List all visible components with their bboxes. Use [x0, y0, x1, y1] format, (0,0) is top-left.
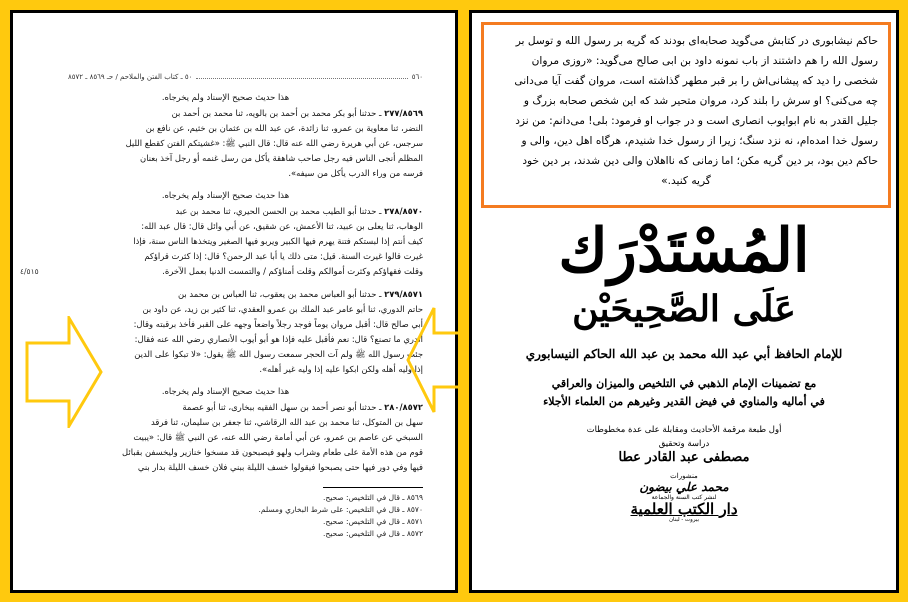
line-text: هذا حديث صحيح الإسناد ولم يخرجاه. [161, 190, 290, 200]
line-text: أتدري ما تصنع؟ قال: نعم فأقبل عليه فإذا هو أبو أيوب الأنصاري رضي الله عنه فقال: [134, 334, 423, 344]
hadith-first-line [68, 204, 423, 219]
line-text: النضر، ثنا معاوية بن عمرو، ثنا زائدة، عن عبد الله بن عثمان بن خثيم، عن نافع بن [145, 123, 423, 133]
arabic-book-page [20, 73, 423, 540]
line-text: ـ حدثنا أبو بكر محمد بن أحمد بن بالويه، ثنا محمد بن أحمد بن [171, 108, 385, 118]
text-line [68, 317, 423, 332]
text-line [68, 121, 423, 136]
text-line [20, 264, 423, 279]
text-line [68, 415, 423, 430]
persian-note-line: جلیل القدر به نام ابوایوب انصاری است و در جواب او فرمود: بلی! می‌دانم: من نزد [515, 115, 878, 127]
hadith-number: ٢٧٧/٨٥٦٩ [384, 108, 423, 118]
line-text: السبخي عن عاصم بن عمرو، عن أبي أمامة رضي الله عنه، عن النبي ﷺ قال: «يبيت [133, 432, 423, 442]
paragraph-gap [68, 181, 423, 188]
line-text: أبي صالح قال: أقبل مروان يوماً فوجد رجلاً واضعاً وجهه على القبر فأخذ برقبته وقال: [133, 319, 423, 329]
cover-publisher-sub: لنشر كتب السنة والجماعة [651, 494, 717, 501]
text-line [68, 445, 423, 460]
persian-note-box [481, 22, 891, 208]
line-text: هذا حديث صحيح الإسناد ولم يخرجاه. [161, 386, 290, 396]
line-text: فرسه من وراء الدرب يأكل من سيفه». [288, 168, 423, 178]
hadith-first-line [68, 287, 423, 302]
text-line [68, 332, 423, 347]
persian-note-line: حاکم دین بود، بر دین گریه مکن؛ اما زمانی که نااهلان والی دین شدند، بر دین خود [522, 155, 878, 167]
grading-line [68, 188, 423, 203]
text-line [68, 234, 423, 249]
margin-page-ref: ٤/٥١٥ [20, 267, 39, 276]
cover-with-line-1: مع تضمينات الإمام الذهبي في التلخيص والميزان والعراقي [551, 377, 817, 390]
page-body [20, 90, 423, 475]
footnote-item: ٨٥٧١ ـ قال في التلخيص: صحيح. [322, 517, 423, 526]
paragraph-gap [68, 279, 423, 286]
text-line [68, 302, 423, 317]
line-text: غيرت قالوا غيرت السنة. قيل: متى ذلك يا أبا عبد الرحمن؟ قال: إذا كثرت قراؤكم [144, 251, 423, 261]
arrow-left-icon [406, 306, 466, 414]
persian-note-line: گریه کنید.» [661, 175, 711, 187]
persian-note-text [494, 31, 878, 191]
cover-publisher-label: منشورات [670, 472, 698, 480]
footnote-item: ٨٥٧٢ ـ قال في التلخيص: صحيح. [322, 529, 423, 538]
persian-note-line: حاکم نیشابوری در کتابش می‌گوید صحابه‌ای بودند که گریه بر رسول الله و توسل بر [515, 35, 878, 47]
line-text: سهل بن المتوكل، ثنا محمد بن عبد الله الرقاشي، ثنا جعفر بن سليمان، ثنا فرقد [150, 417, 423, 427]
line-text: ـ حدثنا أبو نصر أحمد بن سهل الفقيه ببخارى، ثنا أبو عصمة [182, 402, 385, 412]
running-head [68, 73, 423, 81]
right-page-panel [469, 10, 899, 593]
line-text: ـ حدثنا أبو العباس محمد بن يعقوب، ثنا العباس بن محمد بن [178, 289, 385, 299]
hadith-number: ٢٨٠/٨٥٧٢ [384, 402, 423, 412]
text-line [68, 430, 423, 445]
line-text: هذا حديث صحيح الإسناد ولم يخرجاه. [161, 92, 290, 102]
line-text: الوهاب، ثنا يعلى بن عبيد، ثنا الأعمش، عن شقيق، عن أبي وائل قال: قال عبد الله: [141, 221, 423, 231]
line-text: فيها وفي دور فيها حتى يصبحوا فيقولوا خسف الليلة ببني فلان خسف الليلة بدار بني [137, 462, 423, 472]
text-line [68, 362, 423, 377]
cover-publisher-name: محمد علي بيضون [639, 480, 729, 494]
book-cover [472, 213, 896, 523]
line-text: المظلم أنجى الناس فيه رجل صاحب شاهقة يأكل من رسل غنمه أو رجل آخذ بعنان [140, 153, 423, 163]
cover-title: المُسْتَدْرَك [558, 216, 810, 286]
cover-editor: مصطفى عبد القادر عطا [618, 450, 750, 465]
text-line [68, 151, 423, 166]
line-text: كيف أنتم إذا لبستكم فتنة يهرم فيها الكبير ويربو فيها الصغير ويتخذها الناس سنة، فإذا [133, 236, 423, 246]
footnotes [68, 492, 423, 540]
page-number: ٥٦٠ [411, 73, 423, 81]
persian-note-line: رسول الله را هم داشتند از باب نمونه داود بن ابی صالح می‌گوید: «روزی مروان [531, 55, 878, 67]
line-text: جئت رسول الله ﷺ ولم آت الحجر سمعت رسول الله ﷺ يقول: «لا تبكوا على الدين [134, 349, 423, 359]
cover-publishing-house: دار الكتب العلمية [630, 500, 738, 518]
text-line [68, 460, 423, 475]
cover-edition-note: أول طبعة مرقمة الأحاديث ومقابلة على عدة مخطوطات [586, 425, 782, 435]
grading-line [68, 384, 423, 399]
text-line [68, 136, 423, 151]
footnote-divider [323, 487, 423, 488]
persian-note-line: چه می‌کنی؟ او سرش را بلند کرد، مروان متحیر شد که این شخص صحابه بزرگ و [523, 95, 878, 107]
line-text: وقلت فقهاؤكم وكثرت أموالكم وقلت أمناؤكم / والتمست الدنيا بعمل الآخرة. [162, 266, 423, 276]
text-line [68, 347, 423, 362]
hadith-first-line [68, 106, 423, 121]
line-text: ـ حدثنا أبو الطيب محمد بن الحسن الحيري، ثنا محمد بن عبد [175, 206, 385, 216]
cover-with-notes [472, 375, 896, 411]
text-line [68, 219, 423, 234]
hadith-number: ٢٧٩/٨٥٧١ [384, 289, 423, 299]
cover-with-line-2: في أماليه والمناوي في فيض القدير وغيرهم من العلماء الأجلاء [543, 395, 825, 408]
persian-note-line: شخصی را دید که پیشانی‌اش را بر قبر مطهر گذاشته است، مروان گفت آیا می‌دانی [514, 75, 878, 87]
persian-note-line: رسول خدا امده‌ام، نه نزد سنگ؛ زیرا از رسول خدا شنیدم، هرگاه اهل دین، والی و [521, 135, 878, 147]
cover-author: للإمام الحافظ أبي عبد الله محمد بن عبد الله الحاكم النيسابوري [525, 347, 843, 361]
cover-city: بيروت - لبنان [668, 517, 700, 523]
footnote-item: ٨٥٦٩ ـ قال في التلخيص: صحيح. [322, 493, 423, 502]
hadith-number: ٢٧٨/٨٥٧٠ [384, 206, 423, 216]
dotted-leader [196, 74, 407, 79]
line-text: سرجس، عن أبي هريرة رضي الله عنه قال: قال النبي ﷺ: «غشيتكم الفتن كقطع الليل [125, 138, 423, 148]
paragraph-gap [68, 377, 423, 384]
line-text: قوم من هذه الأمة على طعام وشراب ولهو فيصبحون قد مسخوا خنازير وليخسفن بقبائل [122, 447, 423, 457]
line-text: إذا وليه أهله ولكن ابكوا عليه إذا وليه غير أهله». [259, 364, 423, 374]
grading-line [68, 90, 423, 105]
text-line [68, 249, 423, 264]
line-text: حاتم الدوري، ثنا أبو عامر عبد الملك بن عمرو العقدي، ثنا كثير بن زيد، عن داود بن [142, 304, 423, 314]
cover-subtitle: عَلَى الصَّحِيحَيْن [572, 288, 796, 330]
left-page-panel [10, 10, 458, 593]
arrow-right-icon [25, 316, 105, 428]
footnote-item: ٨٥٧٠ ـ قال في التلخيص: على شرط البخاري ومسلم. [258, 505, 423, 514]
hadith-first-line [68, 400, 423, 415]
text-line [68, 166, 423, 181]
chapter-title: ٥٠ ـ كتاب الفتن والملاحم / حـ ٨٥٦٩ ـ ٨٥٧٢ [68, 73, 193, 81]
cover-study-label: دراسة وتحقيق [658, 439, 710, 449]
